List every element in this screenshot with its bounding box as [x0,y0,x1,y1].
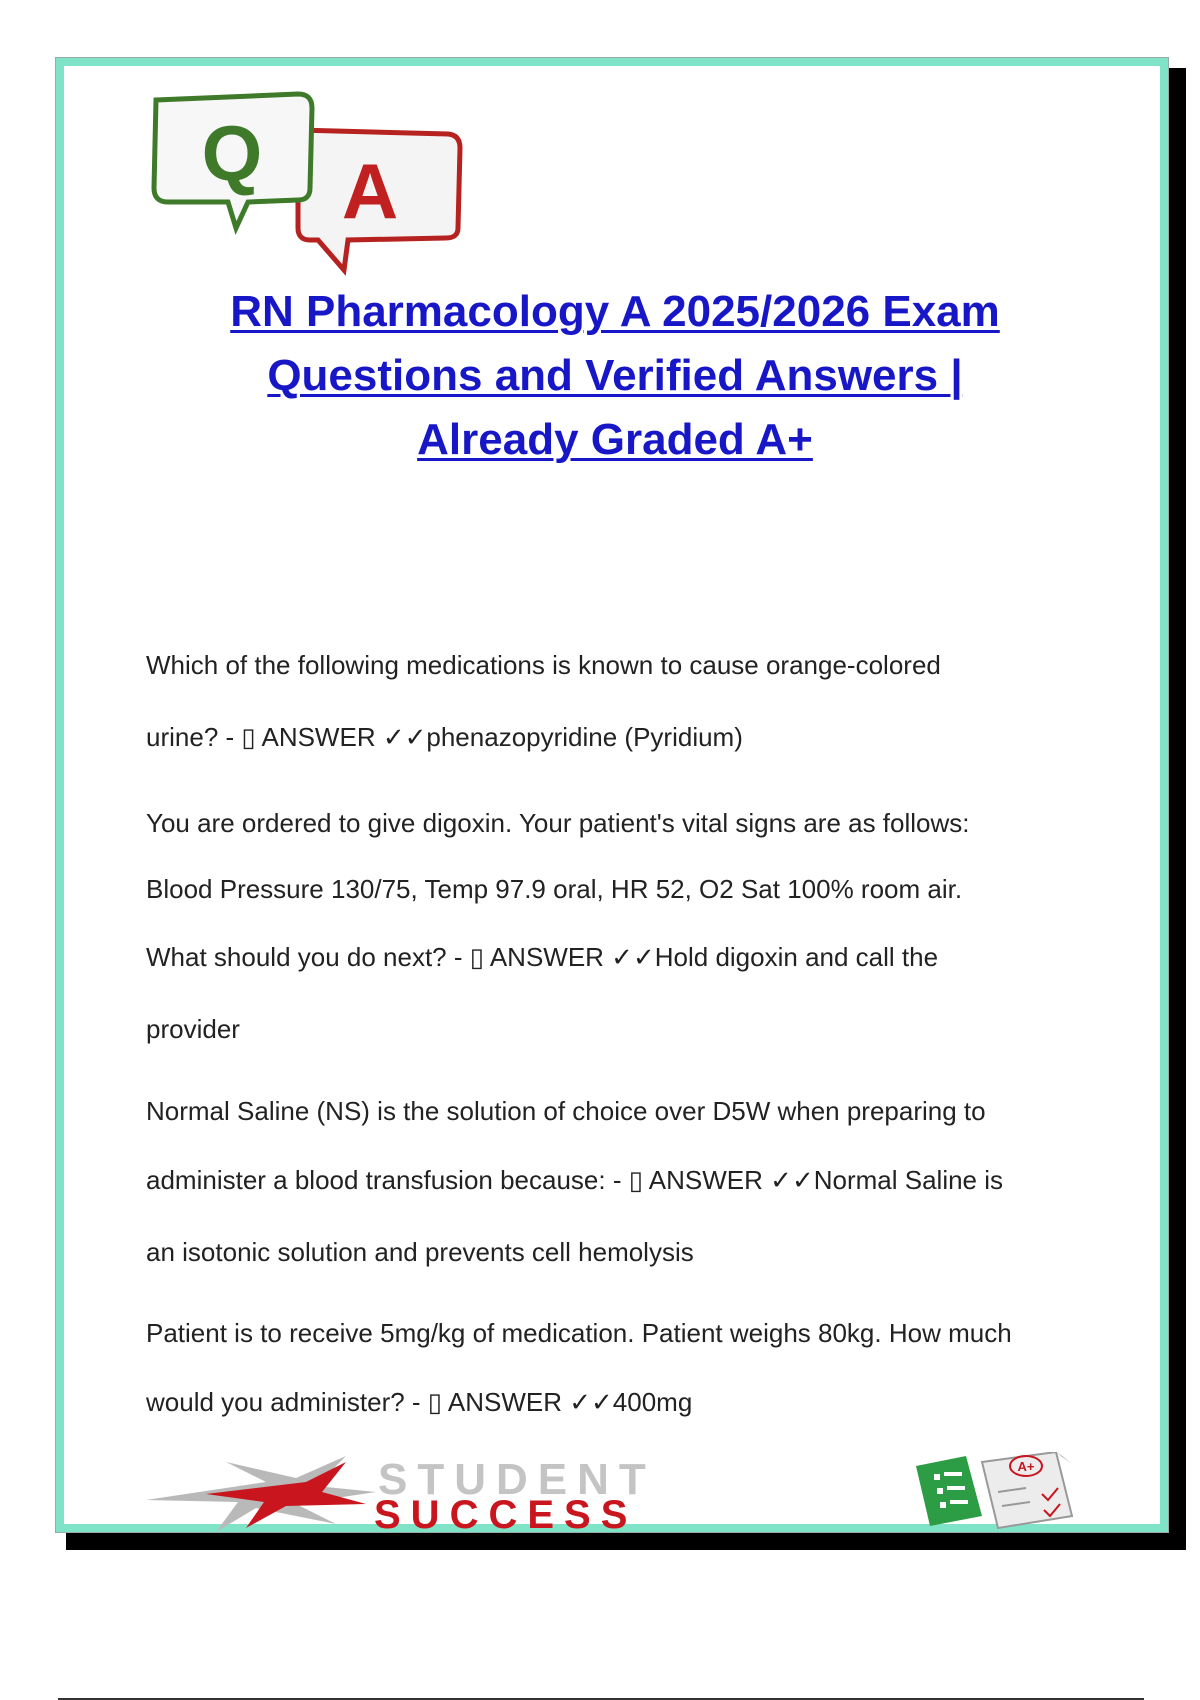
qa-speech-bubbles-icon [148,88,488,288]
graded-paper-icon [916,1452,1072,1528]
grade-badge: A+ [1017,1459,1035,1474]
student-success-logo [146,1452,1086,1532]
a-letter: A [341,147,399,235]
qa-line: Patient is to receive 5mg/kg of medication. Patient weighs 80kg. How much [146,1318,1012,1348]
qa-line: Normal Saline (NS) is the solution of choice over D5W when preparing to [146,1096,986,1126]
qa-line: urine? - ▯ ANSWER ✓✓phenazopyridine (Pyridium) [146,722,743,752]
qa-line: What should you do next? - ▯ ANSWER ✓✓Hold digoxin and call the [146,942,939,972]
qa-line: You are ordered to give digoxin. Your patient's vital signs are as follows: [146,808,970,838]
footer-word-student: STUDENT [378,1455,656,1504]
qa-line: Which of the following medications is known to cause orange-colored [146,650,941,680]
title-line-2[interactable]: Questions and Verified Answers | [267,351,963,400]
qa-line: an isotonic solution and prevents cell hemolysis [146,1237,694,1267]
qa-line: provider [146,1014,240,1044]
title-line-3[interactable]: Already Graded A+ [417,415,813,464]
document-title[interactable] [120,280,1110,472]
qa-line: would you administer? - ▯ ANSWER ✓✓400mg [146,1387,693,1417]
qa-line: administer a blood transfusion because: - ▯ ANSWER ✓✓Normal Saline is [146,1165,1004,1195]
qa-line: Blood Pressure 130/75, Temp 97.9 oral, HR 52, O2 Sat 100% room air. [146,874,963,904]
footer-word-success: SUCCESS [374,1493,638,1532]
q-letter: Q [201,109,263,197]
title-line-1[interactable]: RN Pharmacology A 2025/2026 Exam [230,287,1000,336]
